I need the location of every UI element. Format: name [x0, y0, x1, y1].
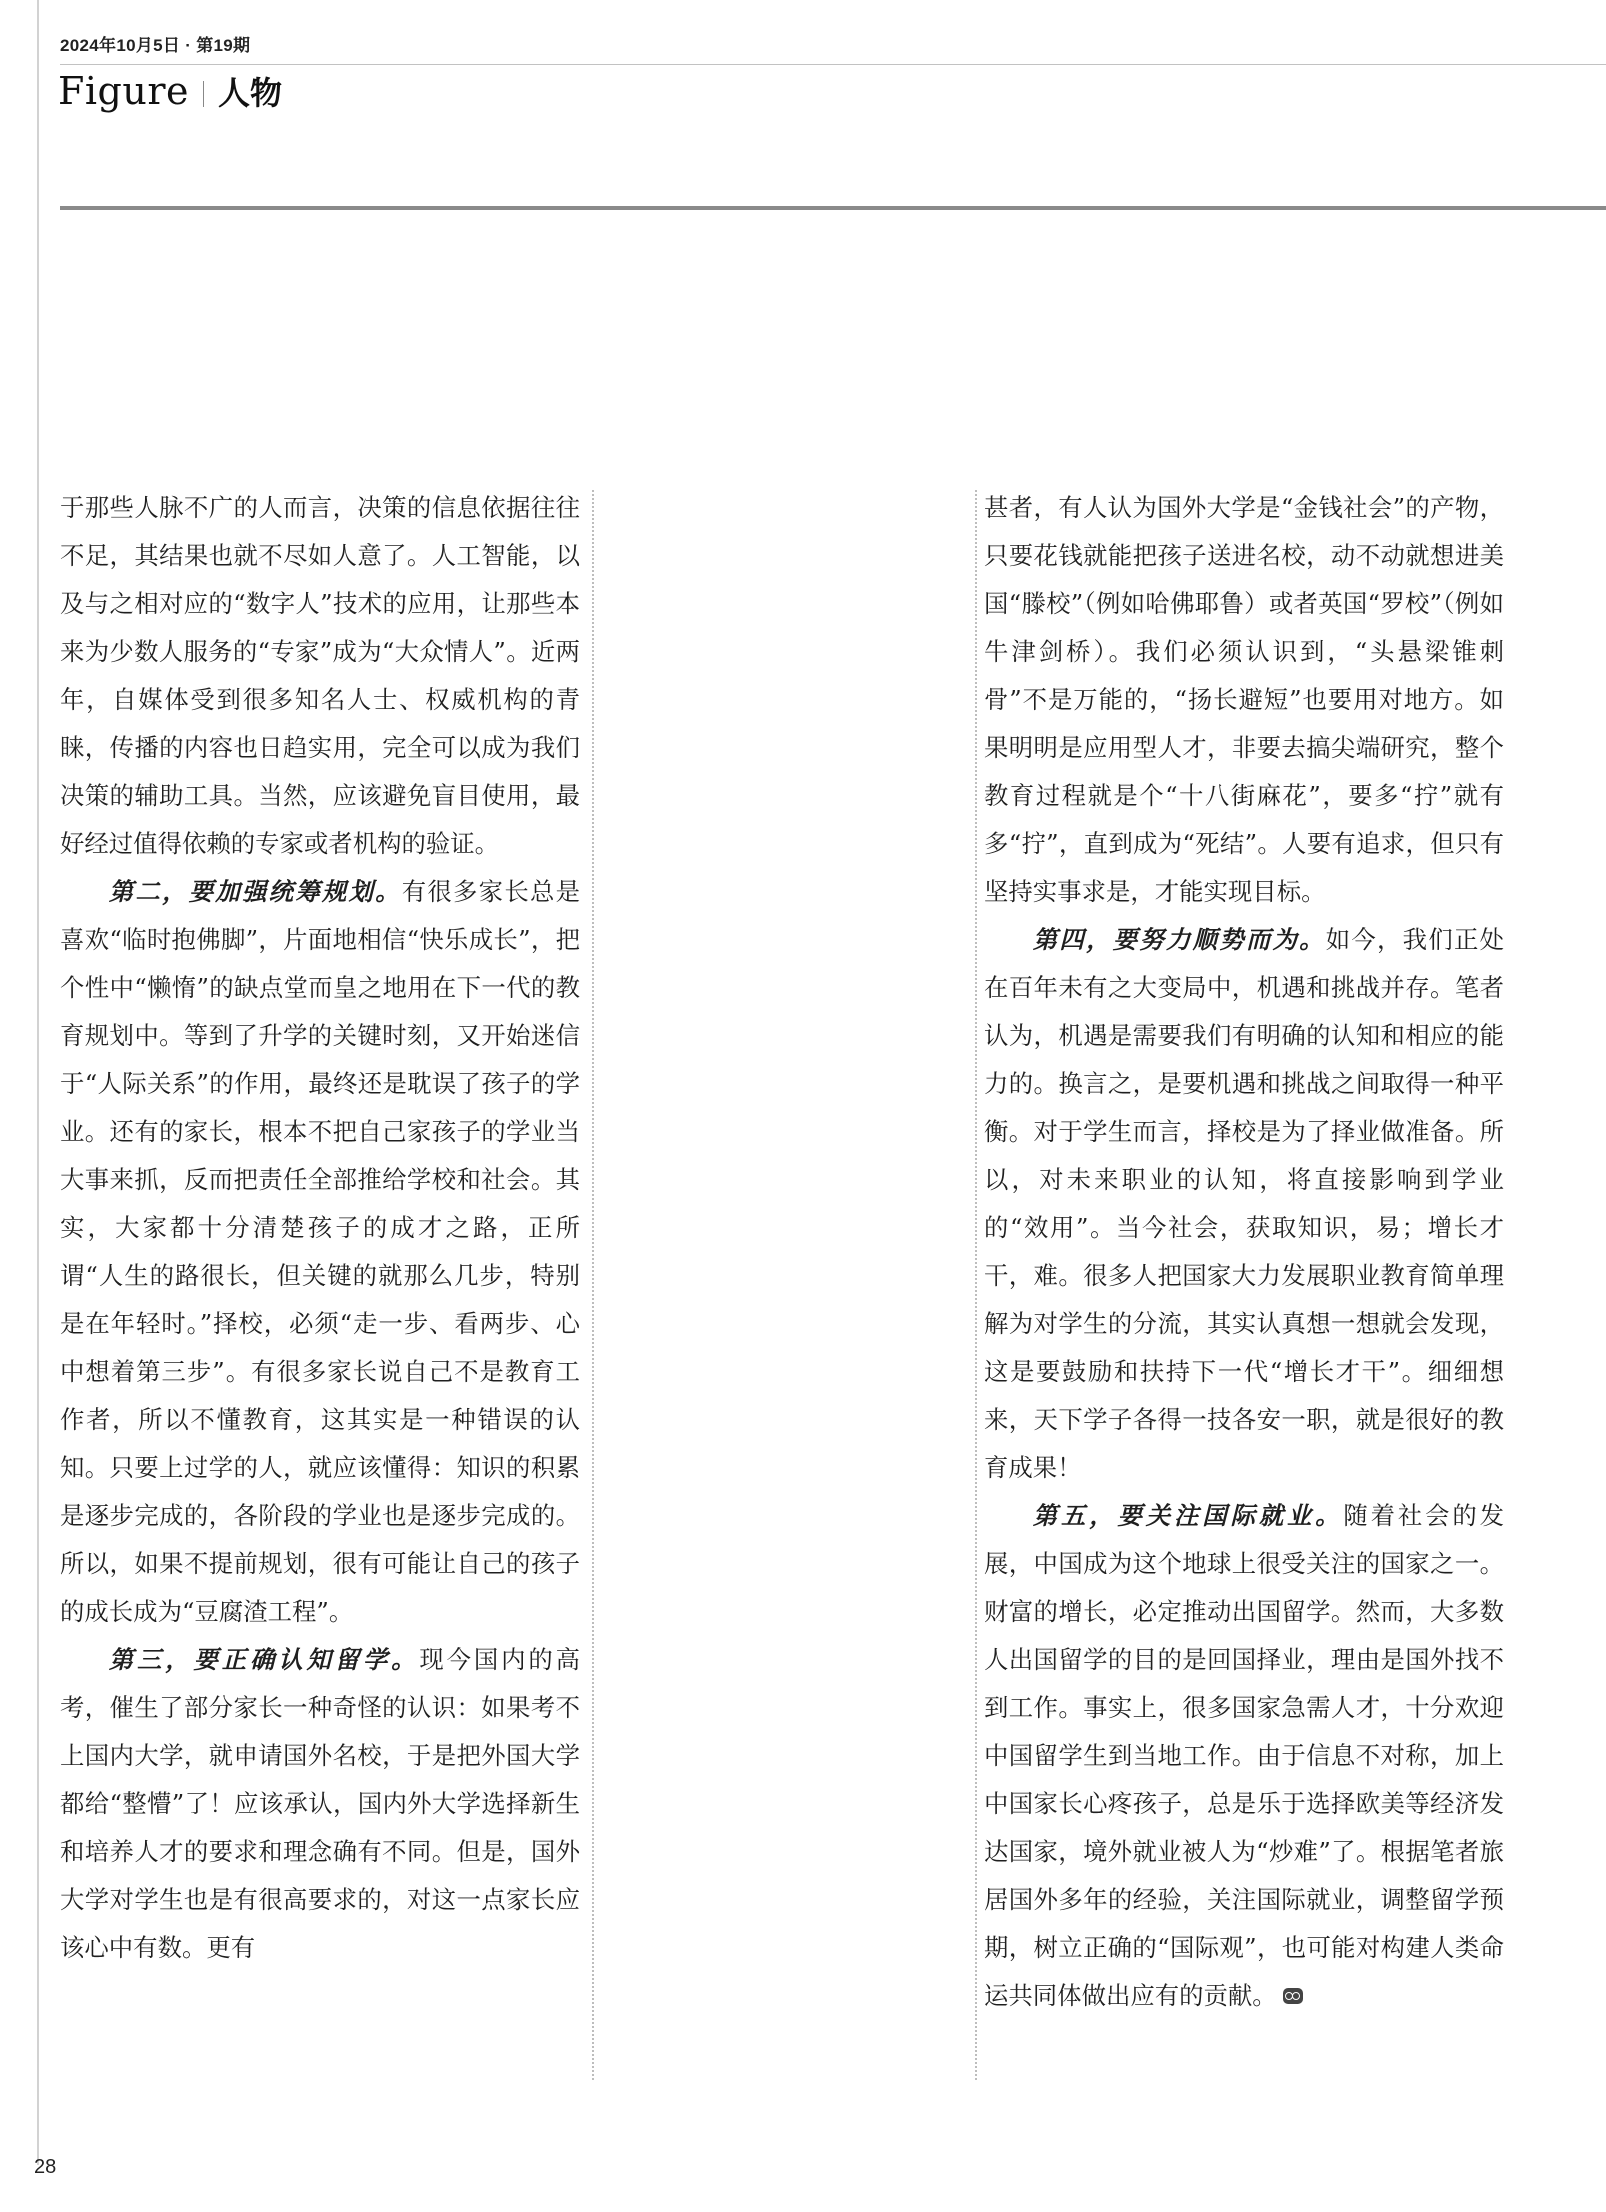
page-number: 28 [34, 2156, 57, 2178]
paragraph: 甚者，有人认为国外大学是“金钱社会”的产物，只要花钱就能把孩子送进名校，动不动就想进美国“滕校”（例如哈佛耶鲁）或者英国“罗校”（例如牛津剑桥）。我们必须认识到，“头悬梁锥刺骨”不是万能的，“扬长避短”也要用对地方。如果明明是应用型人才，非要去搞尖端研究，整个教育过程就是个“十八街麻花”，要多“拧”就有多“拧”，直到成为“死结”。人要有追求，但只有坚持实事求是，才能实现目标。 [984, 493, 1504, 906]
paragraph: 于那些人脉不广的人而言，决策的信息依据往往不足，其结果也就不尽如人意了。人工智能，以及与之相对应的“数字人”技术的应用，让那些本来为少数人服务的“专家”成为“大众情人”。近两年，自媒体受到很多知名人士、权威机构的青睐，传播的内容也日趋实用，完全可以成为我们决策的辅助工具。当然，应该避免盲目使用，最好经过值得依赖的专家或者机构的验证。 [60, 493, 580, 858]
paragraph-lead: 第二，要加强统筹规划。 [108, 877, 402, 906]
paragraph-body: 如今，我们正处在百年未有之大变局中，机遇和挑战并存。笔者认为，机遇是需要我们有明确的认知和相应的能力的。换言之，是要机遇和挑战之间取得一种平衡。对于学生而言，择校是为了择业做准备。所以，对未来职业的认知，将直接影响到学业的“效用”。当今社会，获取知识，易；增长才干，难。很多人把国家大力发展职业教育简单理解为对学生的分流，其实认真想一想就会发现，这是要鼓励和扶持下一代“增长才干”。细细想来，天下学子各得一技各安一职，就是很好的教育成果！ [984, 925, 1504, 1482]
paragraph-body: 现今国内的高考，催生了部分家长一种奇怪的认识：如果考不上国内大学，就申请国外名校，于是把外国大学都给“整懵”了！应该承认，国内外大学选择新生和培养人才的要求和理念确有不同。但是，国外大学对学生也是有很高要求的，对这一点家长应该心中有数。更有 [60, 1645, 580, 1962]
section-header [58, 68, 282, 114]
paragraph-lead: 第五，要关注国际就业。 [1032, 1501, 1344, 1530]
paragraph-body: 随着社会的发展，中国成为这个地球上很受关注的国家之一。财富的增长，必定推动出国留学。然而，大多数人出国留学的目的是回国择业，理由是国外找不到工作。事实上，很多国家急需人才，十分欢迎中国留学生到当地工作。由于信息不对称，加上中国家长心疼孩子，总是乐于选择欧美等经济发达国家，境外就业被人为“炒难”了。根据笔者旅居国外多年的经验，关注国际就业，调整留学预期，树立正确的“国际观”，也可能对构建人类命运共同体做出应有的贡献。 [984, 1501, 1504, 2010]
header-divider-thin [60, 64, 1606, 65]
paragraph-body: 有很多家长总是喜欢“临时抱佛脚”，片面地相信“快乐成长”，把个性中“懒惰”的缺点堂而皇之地用在下一代的教育规划中。等到了升学的关键时刻，又开始迷信于“人际关系”的作用，最终还是耽误了孩子的学业。还有的家长，根本不把自己家孩子的学业当大事来抓，反而把责任全部推给学校和社会。其实，大家都十分清楚孩子的成才之路，正所谓“人生的路很长，但关键的就那么几步，特别是在年轻时。”择校，必须“走一步、看两步、心中想着第三步”。有很多家长说自己不是教育工作者，所以不懂教育，这其实是一种错误的认知。只要上过学的人，就应该懂得：知识的积累是逐步完成的，各阶段的学业也是逐步完成的。所以，如果不提前规划，很有可能让自己的孩子的成长成为“豆腐渣工程”。 [60, 877, 580, 1626]
paragraph [984, 916, 1504, 1492]
issue-date: 2024年10月5日 · 第19期 [60, 36, 251, 55]
section-title-cn: 人物 [217, 74, 282, 112]
paragraph-lead: 第四，要努力顺势而为。 [1032, 925, 1326, 954]
section-title-en: Figure [58, 69, 189, 113]
paragraph [984, 1492, 1504, 2020]
article-column-left [60, 484, 580, 1972]
paragraph [60, 1636, 580, 1972]
header-divider-thick [60, 206, 1606, 210]
article-column-right [984, 484, 1504, 2020]
section-title-separator [203, 81, 204, 107]
end-of-article-icon [1283, 1988, 1303, 2004]
paragraph [60, 868, 580, 1636]
column-dotted-rule-left [592, 490, 594, 2080]
paragraph-lead: 第三，要正确认知留学。 [108, 1645, 420, 1674]
page-left-rule [37, 0, 39, 2165]
column-dotted-rule-right [975, 490, 977, 2080]
